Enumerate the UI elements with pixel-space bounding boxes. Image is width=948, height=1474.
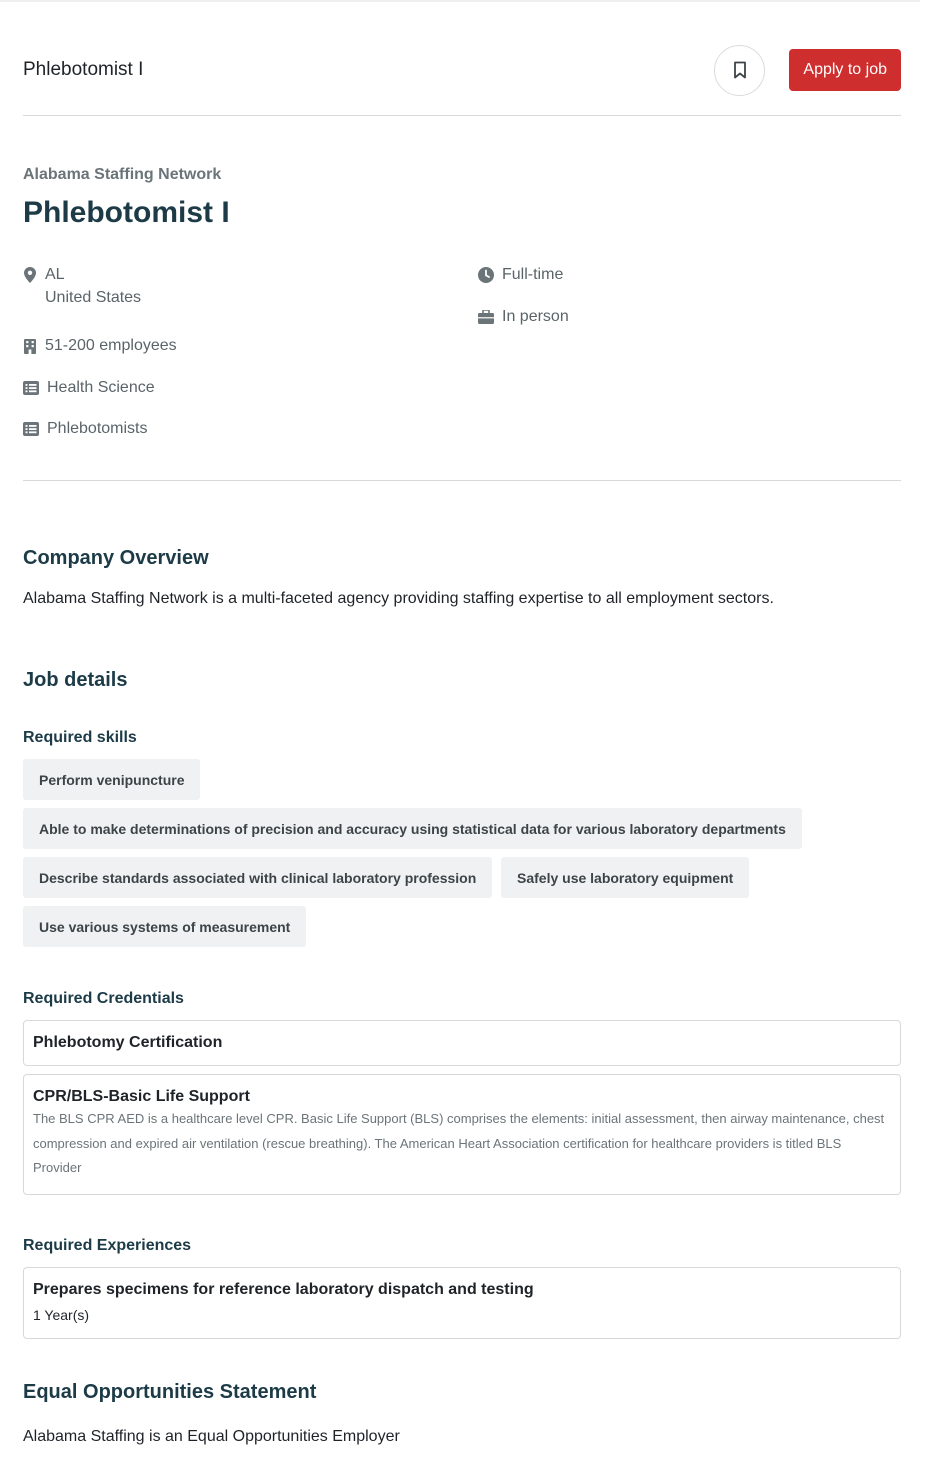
window-top-edge [0, 0, 920, 2]
skill-chip: Able to make determinations of precision and accuracy using statistical data for various laboratory departments [23, 808, 802, 849]
required-credentials-heading: Required Credentials [23, 990, 184, 1007]
category-meta-1 [23, 379, 155, 397]
summary-divider [23, 480, 901, 481]
credential-title: CPR/BLS-Basic Life Support [33, 1088, 250, 1105]
skill-chip: Use various systems of measurement [23, 906, 306, 947]
location-country: United States [45, 289, 142, 306]
company-name: Alabama Staffing Network [23, 166, 222, 183]
job-header-bar [23, 40, 901, 100]
credential-card [23, 1074, 901, 1195]
location-meta [23, 266, 141, 312]
page-title: Phlebotomist I [23, 196, 230, 229]
required-experiences-heading: Required Experiences [23, 1237, 192, 1254]
list-icon [23, 422, 39, 436]
company-overview-heading: Company Overview [23, 547, 209, 569]
workplace-type: In person [502, 308, 569, 325]
save-job-button[interactable] [714, 45, 765, 96]
skill-chip: Perform venipuncture [23, 759, 200, 800]
skill-chip: Describe standards associated with clinical laboratory profession [23, 857, 492, 898]
header-job-title: Phlebotomist I [23, 59, 144, 80]
experience-card [23, 1267, 901, 1339]
eeo-text: Alabama Staffing is an Equal Opportunities Employer [23, 1428, 400, 1445]
header-divider [23, 115, 901, 116]
briefcase-icon [478, 310, 494, 324]
eeo-heading: Equal Opportunities Statement [23, 1381, 317, 1403]
job-details-heading: Job details [23, 669, 128, 691]
experience-title: Prepares specimens for reference laboratory dispatch and testing [33, 1281, 534, 1298]
company-overview-text: Alabama Staffing Network is a multi-faceted agency providing staffing expertise to all employment sectors. [23, 590, 774, 607]
category-phlebotomists: Phlebotomists [47, 420, 148, 437]
required-skills-heading: Required skills [23, 729, 137, 746]
apply-to-job-button[interactable]: Apply to job [789, 49, 901, 91]
map-pin-icon [23, 268, 37, 282]
header-actions [714, 45, 901, 96]
credential-description: The BLS CPR AED is a healthcare level CPR. Basic Life Support (BLS) comprises the elements: initial assessment, then airway maintenance, chest compression and expired air ventilation (rescue breathing). The American Heart Association certification for healthcare providers is titled BLS Provider [33, 1111, 885, 1175]
list-icon [23, 381, 39, 395]
category-meta-2 [23, 420, 148, 438]
credential-card [23, 1020, 901, 1066]
workplace-meta [478, 308, 569, 326]
building-icon [23, 339, 37, 353]
category-health-science: Health Science [47, 379, 155, 396]
experience-duration: 1 Year(s) [33, 1307, 90, 1323]
clock-icon [478, 268, 494, 282]
company-size: 51-200 employees [45, 337, 177, 354]
bookmark-icon [733, 61, 747, 79]
employment-type: Full-time [502, 266, 564, 283]
skill-chip: Safely use laboratory equipment [501, 857, 749, 898]
location-region: AL [45, 266, 65, 283]
credential-title: Phlebotomy Certification [33, 1034, 223, 1051]
employment-type-meta [478, 266, 563, 284]
company-size-meta [23, 337, 177, 355]
